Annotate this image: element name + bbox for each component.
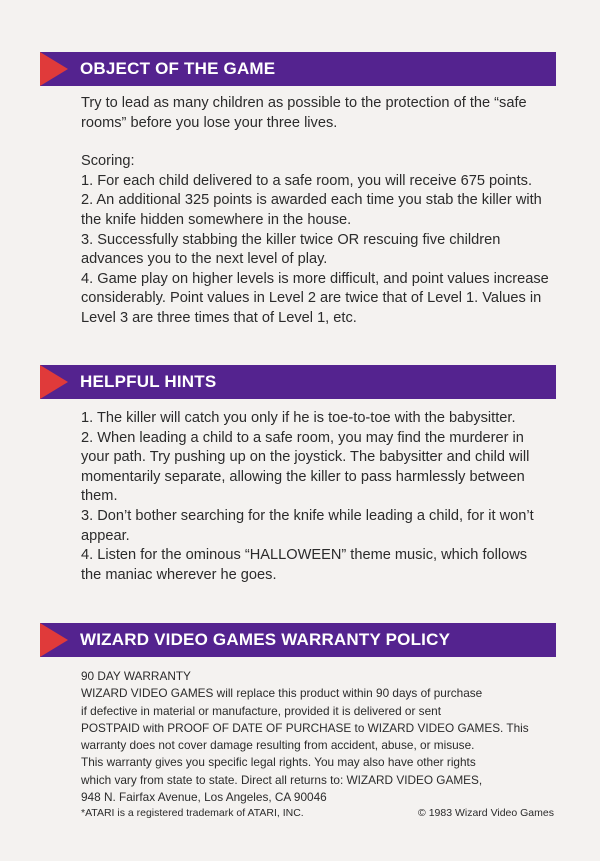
section-title: OBJECT OF THE GAME (80, 59, 276, 78)
warranty-body (81, 668, 561, 806)
copyright-note: © 1983 Wizard Video Games (418, 807, 554, 819)
scoring-item: 2. An additional 325 points is awarded each time you stab the killer with the knife hidden somewhere in the house. (81, 192, 542, 228)
arrow-marker-icon (40, 365, 68, 399)
object-of-the-game-body (81, 94, 551, 329)
hint-item: 4. Listen for the ominous “HALLOWEEN” theme music, which follows the maniac wherever he goes. (81, 547, 528, 583)
warranty-line: 90 DAY WARRANTY (81, 669, 191, 683)
warranty-line: which vary from state to state. Direct all returns to: WIZARD VIDEO GAMES, (81, 772, 483, 787)
scoring-label: Scoring: (81, 153, 135, 170)
scoring-item: 3. Successfully stabbing the killer twice OR rescuing five children advances you to the next level of play. (81, 231, 501, 268)
warranty-line: if defective in material or manufacture, provided it is delivered or sent (81, 703, 441, 718)
warranty-line: This warranty gives you specific legal rights. You may also have other rights (81, 755, 476, 770)
warranty-line: warranty does not cover damage resulting from accident, abuse, or misuse. (81, 738, 475, 753)
warranty-line: POSTPAID with PROOF OF DATE OF PURCHASE to WIZARD VIDEO GAMES. This (81, 720, 529, 735)
section-header-helpful-hints (40, 365, 556, 399)
warranty-line: 948 N. Fairfax Avenue, Los Angeles, CA 90046 (81, 790, 327, 805)
scoring-item: 1. For each child delivered to a safe room, you will receive 675 points. (81, 172, 533, 189)
object-intro: Try to lead as many children as possible to the protection of the “safe rooms” before you lose your three lives. (81, 95, 527, 131)
section-header-object-of-the-game (40, 52, 556, 86)
warranty-line: WIZARD VIDEO GAMES will replace this product within 90 days of purchase (81, 686, 483, 701)
arrow-marker-icon (40, 52, 68, 86)
hint-item: 3. Don’t bother searching for the knife while leading a child, for it won’t appear. (81, 507, 534, 544)
section-header-warranty-policy (40, 623, 556, 657)
trademark-note: *ATARI is a registered trademark of ATARI, INC. (81, 807, 304, 819)
section-title: WIZARD VIDEO GAMES WARRANTY POLICY (80, 630, 451, 649)
section-title: HELPFUL HINTS (80, 372, 217, 391)
scoring-item: 4. Game play on higher levels is more difficult, and point values increase considerably. Point values in Level 2 are twice that of Level 1. Values in Level 3 are three times that of Level 1, etc. (81, 270, 549, 326)
arrow-marker-icon (40, 623, 68, 657)
hint-item: 2. When leading a child to a safe room, you may find the murderer in your path. Try pushing up on the joystick. The babysitter and child will momentarily separate, allowing the killer to pass harmlessly between them. (81, 429, 530, 505)
hint-item: 1. The killer will catch you only if he is toe-to-toe with the babysitter. (81, 410, 516, 426)
helpful-hints-body (81, 409, 551, 585)
